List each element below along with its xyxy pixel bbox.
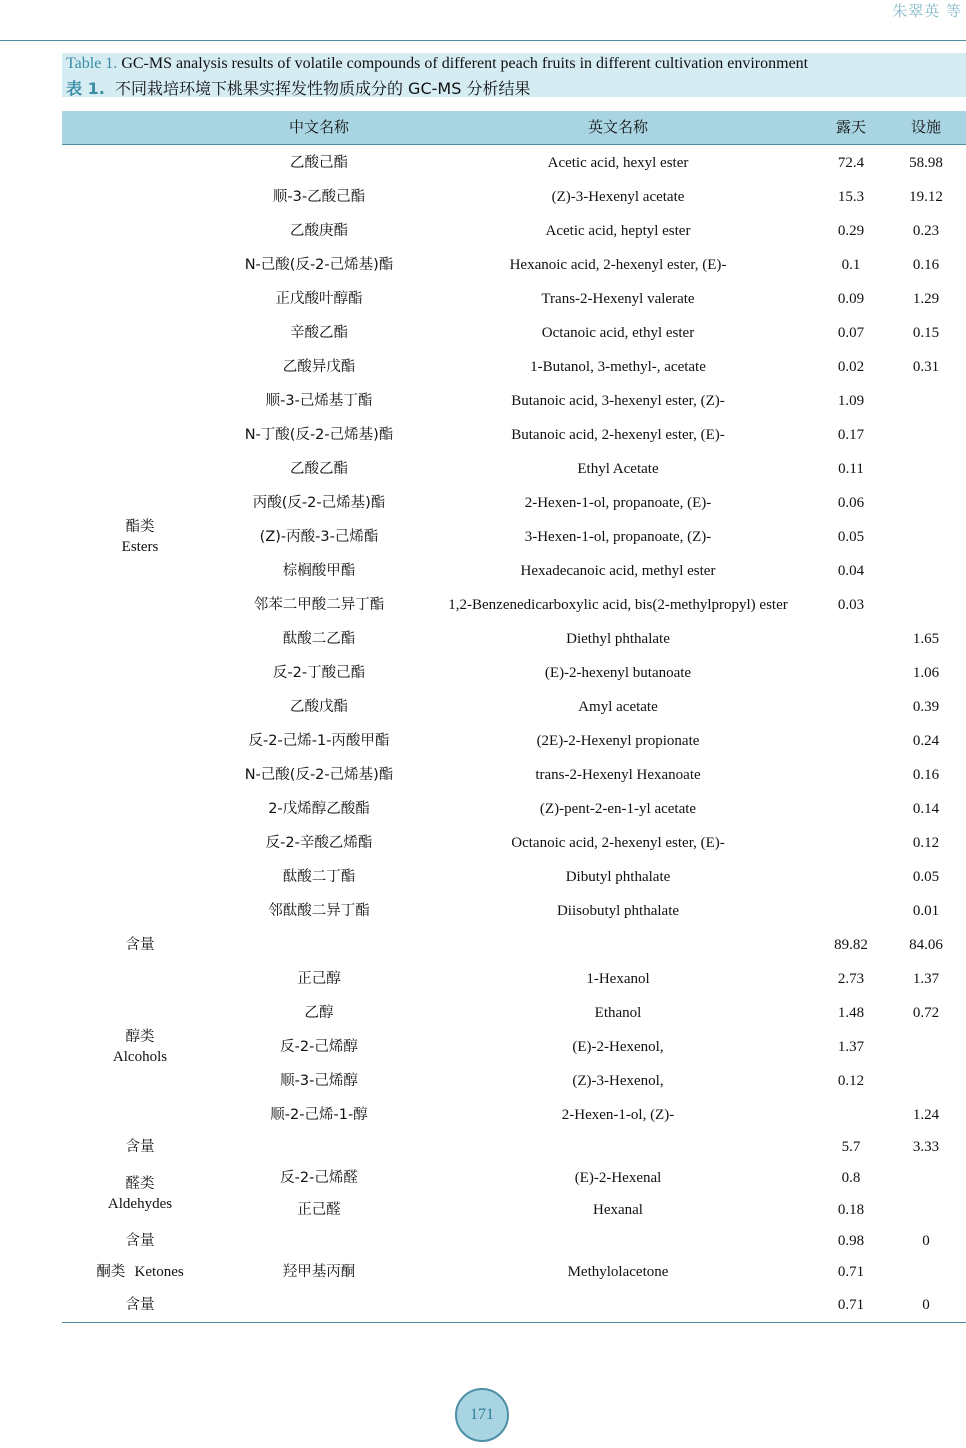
- cell-facility-value: 0.39: [912, 699, 940, 715]
- cell-total-facility: 0: [922, 1297, 930, 1313]
- cell-open-field-value: 0.07: [837, 325, 865, 341]
- cell-english-name: (E)-2-hexenyl butanoate: [544, 665, 692, 681]
- cell-facility-value: 1.37: [912, 971, 940, 987]
- cell-open-field-value: 0.05: [837, 529, 865, 545]
- category-english: Aldehydes: [107, 1196, 173, 1212]
- category-english: Esters: [121, 539, 159, 555]
- column-header-facility: 设施: [910, 118, 941, 136]
- cell-english-name: 2-Hexen-1-ol, (Z)-: [561, 1107, 675, 1123]
- caption-cn-label: 表 1.: [66, 79, 105, 98]
- page-number-badge: 171: [455, 1388, 509, 1442]
- cell-facility-value: 0.01: [912, 903, 940, 919]
- header-rule: [0, 40, 966, 41]
- cell-english-name: Amyl acetate: [578, 699, 658, 715]
- cell-open-field-value: 0.8: [841, 1170, 861, 1186]
- cell-english-name: Diethyl phthalate: [566, 631, 670, 647]
- category-chinese: 醇类: [125, 1029, 155, 1045]
- cell-english-name: Octanoic acid, 2-hexenyl ester, (E)-: [511, 835, 725, 851]
- cell-open-field-value: 0.17: [837, 427, 865, 443]
- cell-facility-value: 0.15: [912, 325, 940, 341]
- cell-facility-value: [886, 391, 966, 411]
- cell-chinese-name: (Z)-丙酸-3-己烯酯: [259, 529, 379, 545]
- cell-chinese-name: 羟甲基丙酮: [282, 1264, 356, 1280]
- cell-chinese-name: 顺-3-己烯醇: [280, 1073, 358, 1089]
- cell-chinese-name: 乙酸乙酯: [290, 461, 348, 477]
- cell-facility-value: 0.31: [912, 359, 940, 375]
- cell-chinese-name: 乙酸戊酯: [290, 699, 348, 715]
- cell-open-field-value: 0.71: [837, 1264, 865, 1280]
- category-english: Alcohols: [112, 1049, 168, 1065]
- cell-english-name: Diisobutyl phthalate: [556, 903, 680, 919]
- cell-open-field-value: 0.03: [837, 597, 865, 613]
- caption-chinese: [66, 76, 530, 99]
- cell-facility-value: 0.14: [912, 801, 940, 817]
- cell-chinese-name: 酞酸二丁酯: [282, 869, 356, 885]
- caption-english: [66, 55, 808, 73]
- cell-english-name: (E)-2-Hexenal: [574, 1170, 662, 1186]
- cell-chinese-name: 辛酸乙酯: [290, 325, 348, 341]
- cell-english-name: 1,2-Benzenedicarboxylic acid, bis(2-methylpropyl) ester: [448, 597, 788, 613]
- cell-english-name: trans-2-Hexenyl Hexanoate: [535, 767, 701, 783]
- cell-total-facility: 84.06: [909, 937, 943, 953]
- cell-facility-value: 0.72: [912, 1005, 940, 1021]
- cell-english-name: (Z)-3-Hexenol,: [572, 1073, 664, 1089]
- cell-facility-value: 0.16: [912, 257, 940, 273]
- cell-chinese-name: 乙酸庚酯: [290, 223, 348, 239]
- cell-total-label: 含量: [125, 1139, 155, 1155]
- cell-facility-value: [886, 1037, 966, 1057]
- cell-chinese-name: 顺-3-己烯基丁酯: [265, 393, 373, 409]
- caption-cn-text: 不同栽培环境下桃果实挥发性物质成分的 GC-MS 分析结果: [114, 79, 531, 98]
- cell-chinese-name: 顺-3-乙酸己酯: [272, 189, 366, 205]
- cell-chinese-name: N-丁酸(反-2-己烯基)酯: [244, 427, 394, 443]
- cell-english-name: (Z)-pent-2-en-1-yl acetate: [539, 801, 697, 817]
- cell-facility-value: 0.16: [912, 767, 940, 783]
- cell-total-facility: 0: [922, 1233, 930, 1249]
- cell-english-name: Methylolacetone: [567, 1264, 669, 1280]
- category-chinese: 醛类: [125, 1176, 155, 1192]
- cell-open-field-value: [816, 799, 886, 819]
- cell-chinese-name: 2-戊烯醇乙酸酯: [268, 801, 370, 817]
- cell-chinese-name: N-己酸(反-2-己烯基)酯: [244, 257, 394, 273]
- cell-english-name: 1-Butanol, 3-methyl-, acetate: [530, 359, 706, 375]
- cell-open-field-value: 0.06: [837, 495, 865, 511]
- cell-open-field-value: 1.48: [837, 1005, 865, 1021]
- category-english: Ketones: [134, 1264, 184, 1280]
- cell-open-field-value: 0.18: [837, 1202, 865, 1218]
- category-label: [62, 1174, 218, 1214]
- cell-open-field-value: [816, 663, 886, 683]
- cell-facility-value: 1.29: [912, 291, 940, 307]
- cell-chinese-name: 邻苯二甲酸二异丁酯: [253, 597, 385, 613]
- cell-total-label: 含量: [125, 1297, 155, 1313]
- cell-english-name: Dibutyl phthalate: [565, 869, 671, 885]
- cell-facility-value: [886, 595, 966, 615]
- cell-facility-value: [886, 1200, 966, 1220]
- cell-english-name: Butanoic acid, 3-hexenyl ester, (Z)-: [511, 393, 725, 409]
- cell-open-field-value: 0.04: [837, 563, 865, 579]
- cell-facility-value: [886, 561, 966, 581]
- cell-total-open-field: 89.82: [834, 937, 868, 953]
- cell-facility-value: [886, 459, 966, 479]
- cell-english-name: Hexadecanoic acid, methyl ester: [520, 563, 716, 579]
- running-header-author: 朱翠英 等: [892, 2, 962, 20]
- cell-english-name: Acetic acid, hexyl ester: [547, 155, 689, 171]
- cell-total-open-field: 0.71: [837, 1297, 865, 1313]
- column-header-english-name: 英文名称: [587, 118, 648, 136]
- cell-english-name: (2E)-2-Hexenyl propionate: [536, 733, 700, 749]
- cell-english-name: Ethanol: [594, 1005, 642, 1021]
- cell-facility-value: 1.65: [912, 631, 940, 647]
- cell-open-field-value: [816, 833, 886, 853]
- cell-facility-value: 1.06: [912, 665, 940, 681]
- cell-open-field-value: 1.37: [837, 1039, 865, 1055]
- cell-facility-value: 58.98: [909, 155, 943, 171]
- cell-english-name: Trans-2-Hexenyl valerate: [541, 291, 695, 307]
- cell-english-name: Ethyl Acetate: [577, 461, 659, 477]
- cell-open-field-value: 0.29: [837, 223, 865, 239]
- cell-total-open-field: 5.7: [841, 1139, 861, 1155]
- cell-chinese-name: 酞酸二乙酯: [282, 631, 356, 647]
- cell-chinese-name: N-己酸(反-2-己烯基)酯: [244, 767, 394, 783]
- cell-open-field-value: [816, 697, 886, 717]
- cell-facility-value: 1.24: [912, 1107, 940, 1123]
- caption-en-text: GC-MS analysis results of volatile compounds of different peach fruits in different cultivation environment: [121, 55, 809, 72]
- cell-facility-value: 19.12: [909, 189, 943, 205]
- cell-open-field-value: 72.4: [837, 155, 865, 171]
- cell-english-name: Hexanoic acid, 2-hexenyl ester, (E)-: [509, 257, 727, 273]
- cell-english-name: (E)-2-Hexenol,: [572, 1039, 664, 1055]
- cell-chinese-name: 反-2-丁酸己酯: [272, 665, 366, 681]
- cell-total-label: 含量: [125, 937, 155, 953]
- cell-open-field-value: [816, 867, 886, 887]
- cell-open-field-value: 0.11: [838, 461, 864, 477]
- cell-total-label: 含量: [125, 1233, 155, 1249]
- cell-open-field-value: 15.3: [837, 189, 865, 205]
- cell-facility-value: [886, 1168, 966, 1188]
- cell-chinese-name: 反-2-己烯-1-丙酸甲酯: [248, 733, 390, 749]
- cell-facility-value: [886, 527, 966, 547]
- cell-chinese-name: 丙酸(反-2-己烯基)酯: [252, 495, 386, 511]
- table-bottom-rule: [62, 1322, 966, 1323]
- cell-facility-value: [886, 493, 966, 513]
- cell-chinese-name: 乙酸异戊酯: [282, 359, 356, 375]
- cell-total-facility: 3.33: [912, 1139, 940, 1155]
- cell-open-field-value: [816, 731, 886, 751]
- cell-chinese-name: 顺-2-己烯-1-醇: [270, 1107, 368, 1123]
- category-chinese: 酮类: [96, 1264, 126, 1280]
- cell-open-field-value: [816, 1105, 886, 1125]
- cell-english-name: Acetic acid, heptyl ester: [545, 223, 691, 239]
- cell-english-name: (Z)-3-Hexenyl acetate: [551, 189, 685, 205]
- category-label: [62, 1027, 218, 1067]
- cell-open-field-value: [816, 629, 886, 649]
- column-header-open-field: 露天: [835, 118, 866, 136]
- cell-open-field-value: 2.73: [837, 971, 865, 987]
- cell-facility-value: 0.05: [912, 869, 940, 885]
- cell-english-name: 3-Hexen-1-ol, propanoate, (Z)-: [524, 529, 712, 545]
- category-label: [62, 517, 218, 557]
- column-header-chinese-name: 中文名称: [288, 118, 349, 136]
- cell-chinese-name: 正戊酸叶醇酯: [275, 291, 363, 307]
- cell-facility-value: 0.23: [912, 223, 940, 239]
- header-rule-line: [62, 144, 966, 145]
- cell-chinese-name: 正己醛: [297, 1202, 341, 1218]
- table-caption: [62, 53, 966, 97]
- cell-chinese-name: 正己醇: [297, 971, 341, 987]
- cell-english-name: 1-Hexanol: [586, 971, 650, 987]
- cell-open-field-value: [816, 765, 886, 785]
- cell-total-open-field: 0.98: [837, 1233, 865, 1249]
- category-chinese: 酯类: [125, 519, 155, 535]
- cell-facility-value: [886, 1071, 966, 1091]
- cell-chinese-name: 反-2-己烯醇: [280, 1039, 358, 1055]
- cell-chinese-name: 邻酞酸二异丁酯: [268, 903, 370, 919]
- cell-facility-value: [886, 1262, 966, 1282]
- cell-chinese-name: 乙醇: [304, 1005, 334, 1021]
- cell-english-name: Hexanal: [593, 1202, 643, 1218]
- cell-facility-value: 0.24: [912, 733, 940, 749]
- cell-chinese-name: 乙酸己酯: [290, 155, 348, 171]
- category-label: [62, 1262, 218, 1282]
- cell-chinese-name: 棕榈酸甲酯: [282, 563, 356, 579]
- cell-english-name: 2-Hexen-1-ol, propanoate, (E)-: [524, 495, 712, 511]
- cell-open-field-value: 1.09: [837, 393, 865, 409]
- cell-facility-value: 0.12: [912, 835, 940, 851]
- cell-chinese-name: 反-2-辛酸乙烯酯: [265, 835, 373, 851]
- cell-open-field-value: [816, 901, 886, 921]
- cell-open-field-value: 0.02: [837, 359, 865, 375]
- cell-chinese-name: 反-2-己烯醛: [280, 1170, 358, 1186]
- cell-english-name: Octanoic acid, ethyl ester: [541, 325, 695, 341]
- cell-open-field-value: 0.09: [837, 291, 865, 307]
- cell-open-field-value: 0.1: [841, 257, 861, 273]
- caption-en-label: Table 1.: [66, 55, 118, 72]
- cell-open-field-value: 0.12: [837, 1073, 865, 1089]
- cell-facility-value: [886, 425, 966, 445]
- cell-english-name: Butanoic acid, 2-hexenyl ester, (E)-: [511, 427, 725, 443]
